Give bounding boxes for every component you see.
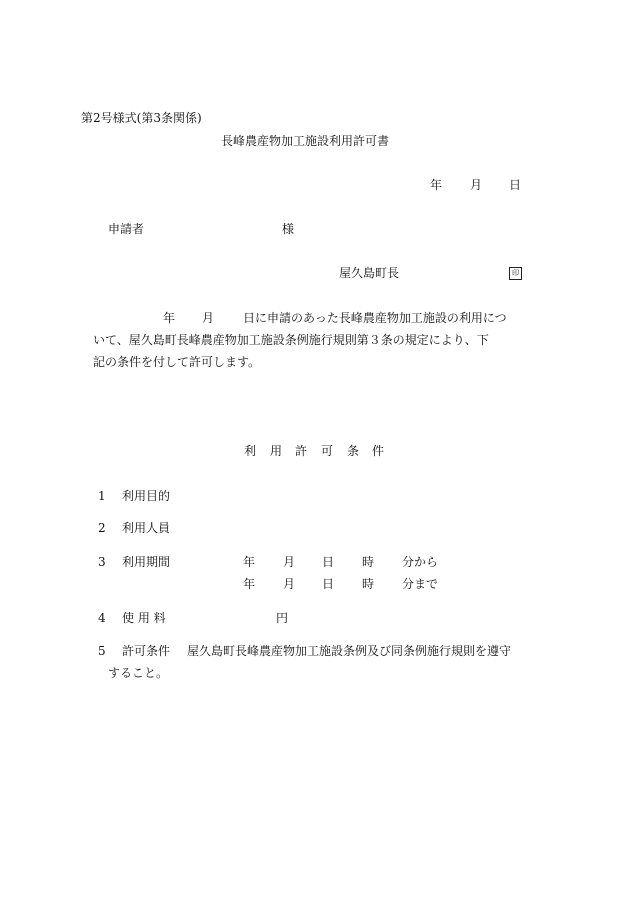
conditions-heading-char: 用	[270, 444, 283, 458]
conditions-heading-char: 条	[347, 444, 360, 458]
body-month: 月	[202, 311, 215, 325]
item-people-label: 利用人員	[122, 521, 171, 535]
period-from-month: 月	[283, 555, 296, 569]
item-conditions-number: 5	[98, 644, 106, 658]
applicant-label: 申請者	[108, 222, 145, 236]
item-fee-label: 使 用 料	[122, 611, 166, 625]
issuer-name: 屋久島町長	[339, 266, 400, 280]
body-line-2: いて、屋久島町長峰農産物加工施設条例施行規則第３条の規定により、下	[93, 333, 489, 347]
conditions-heading-char: 可	[321, 444, 334, 458]
conditions-heading-char: 許	[295, 444, 308, 458]
period-from-hour: 時	[362, 555, 375, 569]
period-to-hour: 時	[362, 577, 375, 591]
body-line-1: 日に申請のあった長峰農産物加工施設の利用につ	[243, 311, 507, 325]
item-period-label: 利用期間	[122, 555, 171, 569]
period-to-month: 月	[283, 577, 296, 591]
applicant-honorific: 様	[282, 222, 295, 236]
item-period-number: 3	[98, 555, 106, 569]
issue-date-day: 日	[509, 178, 522, 192]
item-people-number: 2	[98, 521, 106, 535]
item-fee-unit: 円	[276, 611, 289, 625]
period-from-year: 年	[243, 555, 256, 569]
conditions-heading-char: 利	[244, 444, 257, 458]
item-fee-number: 4	[98, 611, 106, 625]
body-line-3: 記の条件を付して許可します。	[93, 355, 261, 369]
period-to-day: 日	[322, 577, 335, 591]
issue-date-month: 月	[470, 178, 483, 192]
conditions-heading-char: 件	[372, 444, 385, 458]
period-to-year: 年	[243, 577, 256, 591]
seal-icon: 印	[509, 267, 522, 280]
item-purpose-label: 利用目的	[122, 489, 171, 503]
item-conditions-label: 許可条件	[122, 644, 171, 658]
period-to-minute: 分まで	[402, 577, 439, 591]
item-conditions-text-2: すること。	[108, 666, 169, 680]
body-year: 年	[163, 311, 176, 325]
period-from-minute: 分から	[402, 555, 439, 569]
document-title: 長峰農産物加工施設利用許可書	[221, 134, 390, 148]
period-from-day: 日	[322, 555, 335, 569]
form-number: 第2号様式(第3条関係)	[81, 111, 202, 125]
item-purpose-number: 1	[98, 489, 106, 503]
issue-date-year: 年	[430, 178, 443, 192]
item-conditions-text-1: 屋久島町長峰農産物加工施設条例及び同条例施行規則を遵守	[187, 644, 512, 658]
